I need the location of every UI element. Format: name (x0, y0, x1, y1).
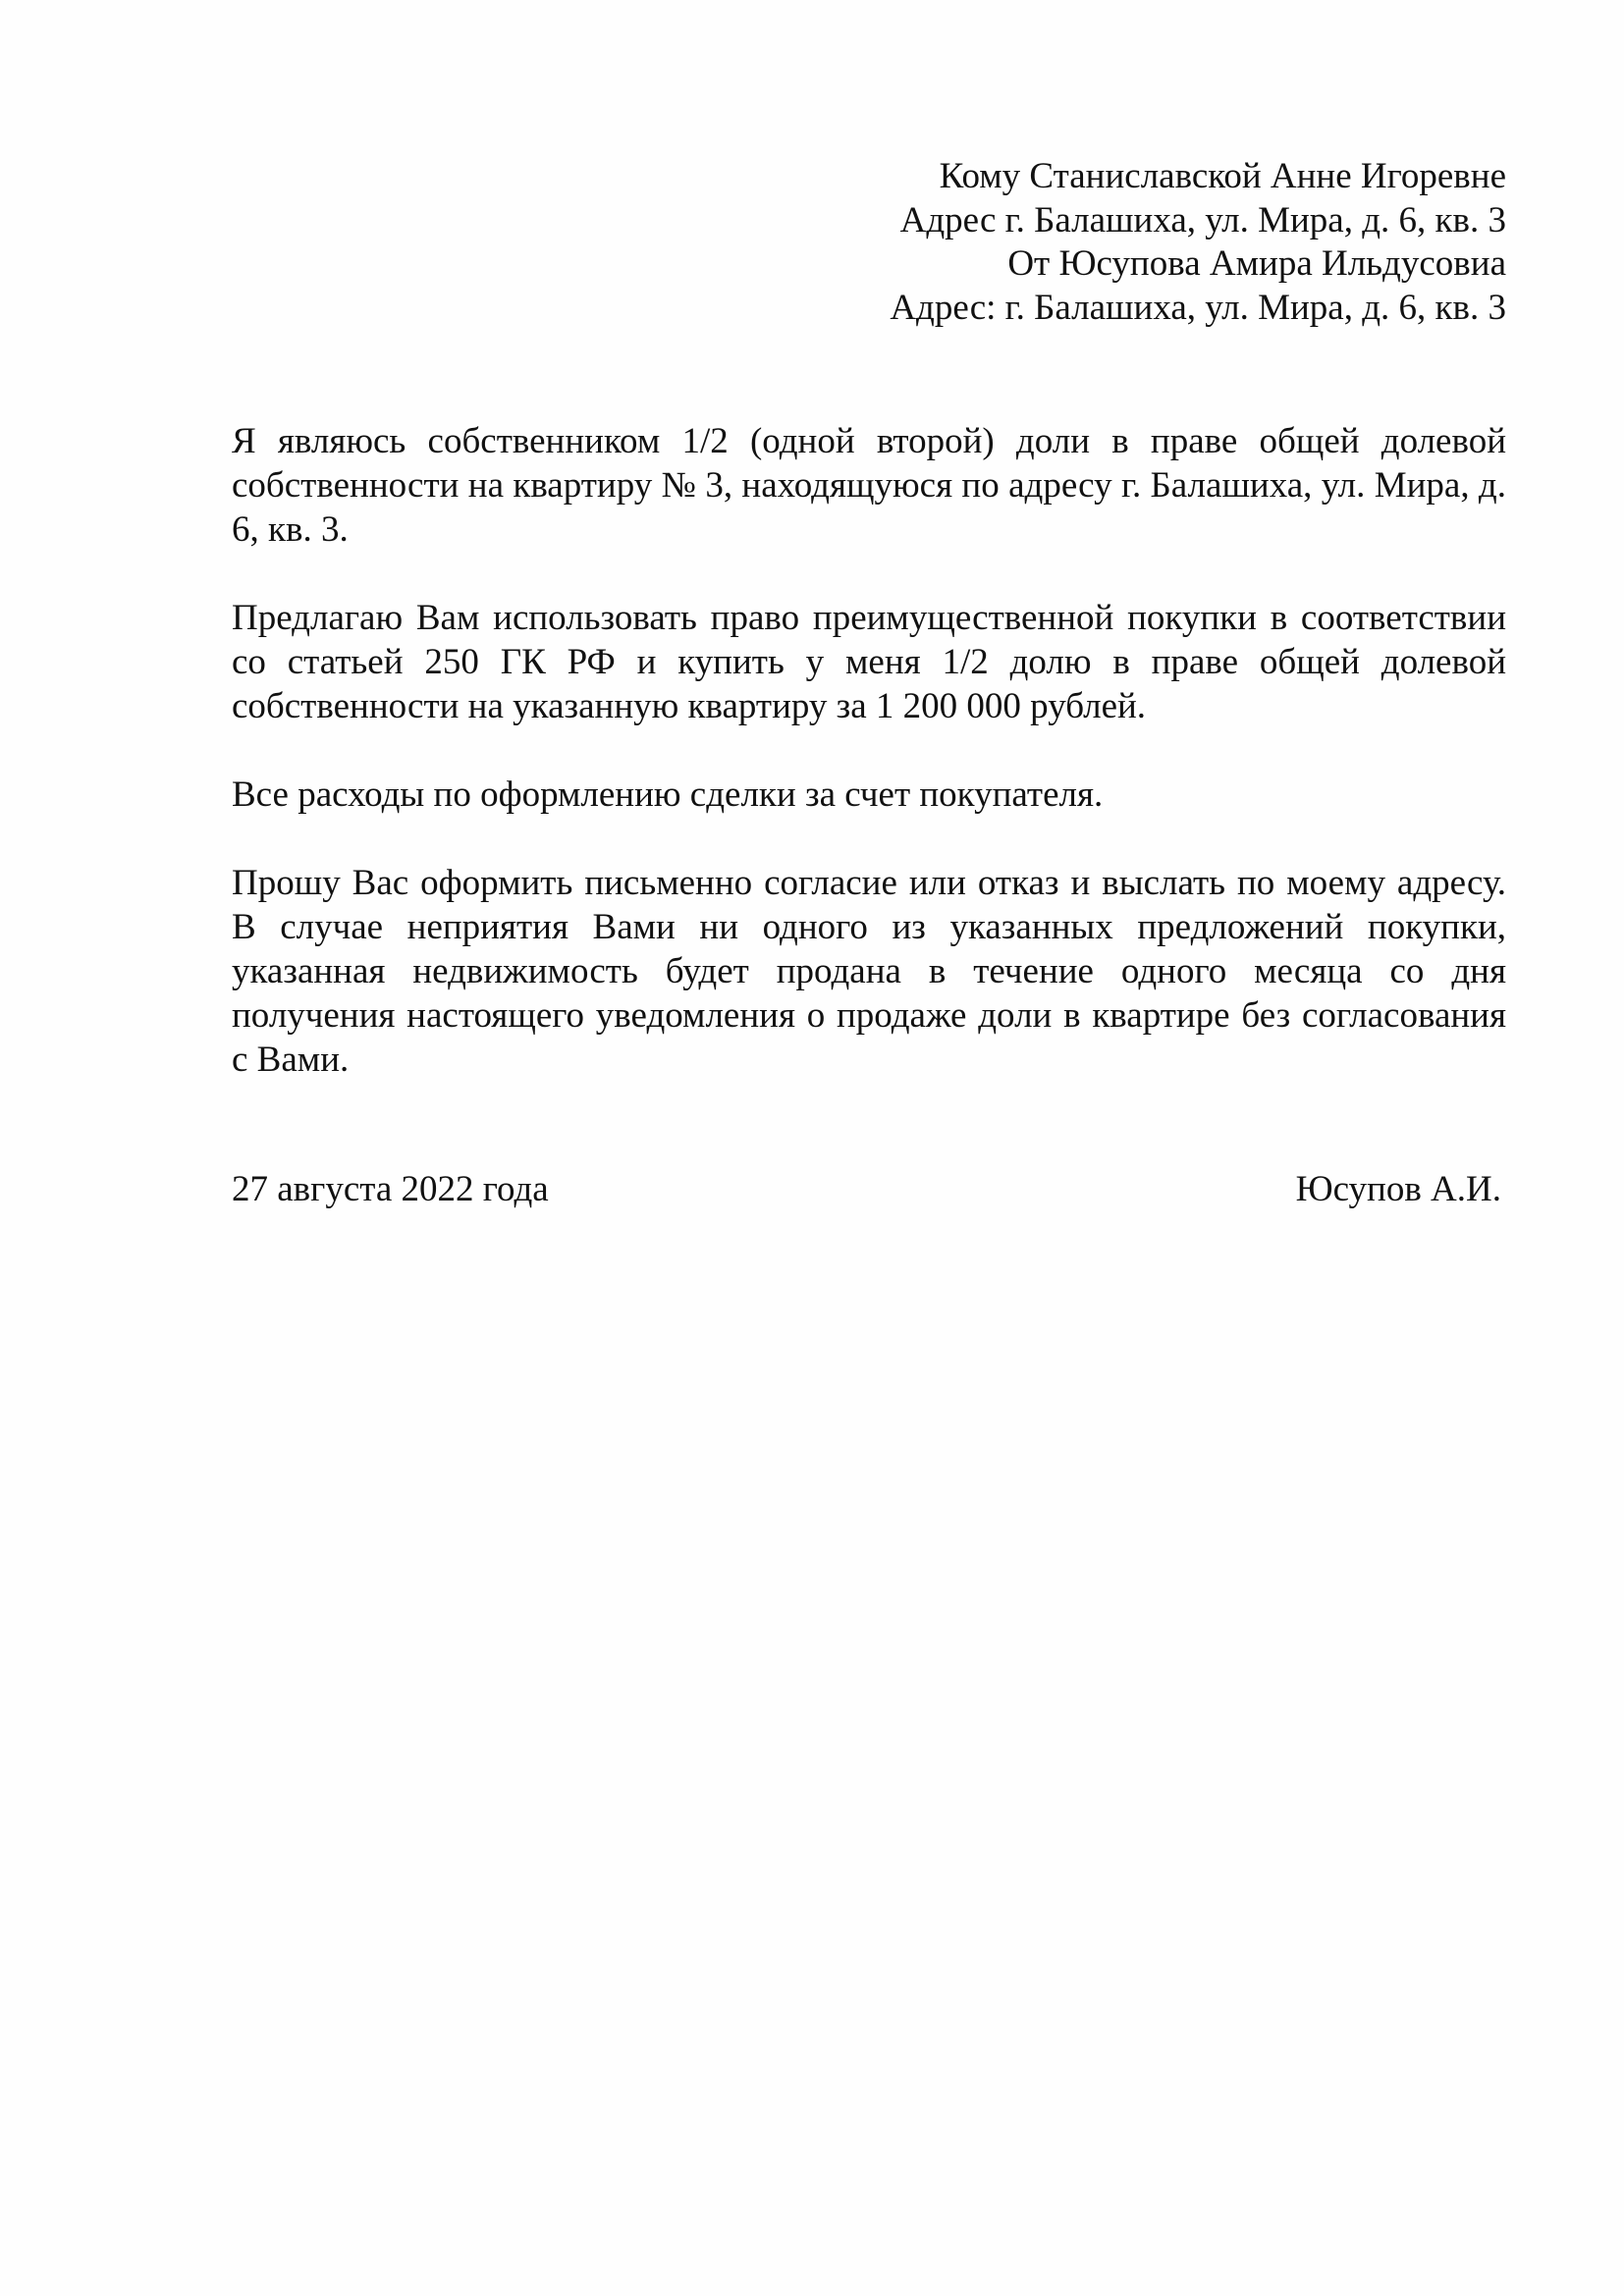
addressee-block (687, 155, 1506, 330)
signature-date: 27 августа 2022 года (232, 1169, 549, 1209)
sender-address: Адрес: г. Балашиха, ул. Мира, д. 6, кв. 3 (890, 287, 1506, 328)
paragraph-expenses: Все расходы по оформлению сделки за счет покупателя. (232, 774, 1104, 815)
letter-body (232, 419, 1506, 1126)
paragraph-ownership: Я являюсь собственником 1/2 (одной второй) доли в праве общей долевой собственности на квартиру № 3, находящуюся по адресу г. Балашиха, ул. Мира, д. 6, кв. 3. (232, 421, 1506, 550)
addressee-name: Кому Станиславской Анне Игоревне (939, 156, 1506, 196)
sender-name: От Юсупова Амира Ильдусовиа (1007, 243, 1506, 284)
paragraph-request: Прошу Вас оформить письменно согласие или отказ и выслать по моему адресу. В случае неприятия Вами ни одного из указанных предложений покупки, указанная недвижимость будет продана в течение одного месяца со дня получения настоящего уведомления о продаже доли в квартире без согласования с Вами. (232, 863, 1506, 1080)
signature-name: Юсупов А.И. (1295, 1169, 1501, 1209)
addressee-address: Адрес г. Балашиха, ул. Мира, д. 6, кв. 3 (899, 199, 1506, 240)
paragraph-offer: Предлагаю Вам использовать право преимущественной покупки в соответствии со статьей 250 ГК РФ и купить у меня 1/2 долю в праве общей долевой собственности на указанную квартиру за 1 200 000 рублей. (232, 598, 1506, 726)
